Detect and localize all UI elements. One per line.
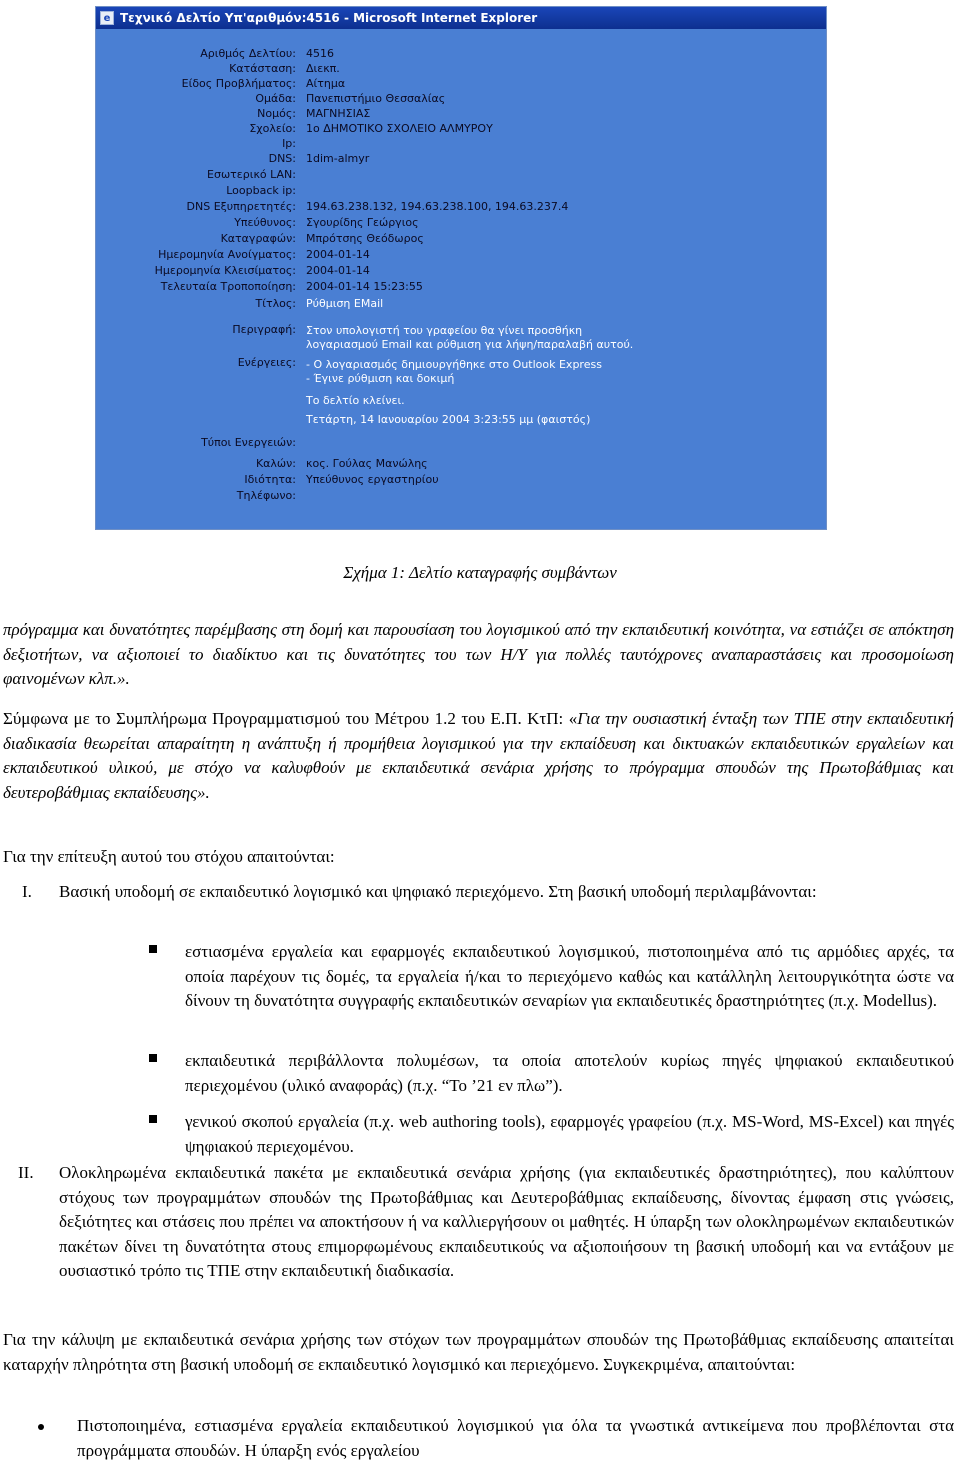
internet-explorer-icon: e [100, 11, 114, 25]
paragraph-2-lead: Σύμφωνα με το Συμπλήρωμα Προγραμματισμού του Μέτρου 1.2 του Ε.Π. ΚτΠ: « [3, 709, 578, 728]
group-label: Ομάδα: [255, 92, 296, 105]
closed-date-label: Ημερομηνία Κλεισίματος: [154, 264, 296, 277]
figure-caption: Σχήμα 1: Δελτίο καταγραφής συμβάντων [343, 563, 617, 582]
closed-timestamp: Τετάρτη, 14 Ιανουαρίου 2004 3:23:55 μμ (φαιστός) [306, 413, 591, 426]
description-line-1: Στον υπολογιστή του γραφείου θα γίνει προσθήκη [306, 324, 583, 337]
recorded-by-label: Καταγραφών: [220, 232, 296, 245]
school-label: Σχολείο: [249, 122, 296, 135]
phone-label: Τηλέφωνο: [236, 489, 296, 502]
paragraph-4: Για την κάλυψη με εκπαιδευτικά σενάρια χρήσης των στόχων των προγραμμάτων σπουδών της Πρωτοβάθμιας εκπαίδευσης απαιτείται καταρχήν πληρότητα στη βασική υποδομή σε εκπαιδευτικό λογισμικό και περιεχόμενο. Συγκεκριμένα, απαιτούνται: [3, 1330, 954, 1374]
list-item-2: Ολοκληρωμένα εκπαιδευτικά πακέτα με εκπαιδευτικά σενάρια χρήσης (για εκπαιδευτικές δραστηριότητες), που καλύπτουν στόχους των προγραμμάτων σπουδών της Πρωτοβάθμιας και Δευτεροβάθμιας εκπαίδευσης, δίνοντας έμφαση στις γνώσεις, δεξιότητες και στάσεις που πρέπει να αποκτήσουν ή να καλλιεργήσουν οι μαθητές. Η ύπαρξη των ολοκληρωμένων εκπαιδευτικών πακέτων δίνει τη δυνατότητα στους επιμορφωμένους εκπαιδευτικούς να αξιοποιήσουν τη βασική υποδομή και να εντάξουν με ουσιαστικό τρόπο τις ΤΠΕ στην εκπαιδευτική διαδικασία. [59, 1163, 954, 1280]
square-bullet-icon [149, 1054, 157, 1062]
responsible-label: Υπεύθυνος: [234, 216, 296, 229]
square-bullet-icon [149, 1115, 157, 1123]
ip-label: Ip: [282, 137, 296, 150]
modified-date-label: Τελευταία Τροποποίηση: [160, 280, 296, 293]
opened-date-value: 2004-01-14 [306, 248, 370, 261]
round-bullet-icon [38, 1424, 44, 1430]
modified-date-value: 2004-01-14 15:23:55 [306, 280, 423, 293]
school-value: 1ο ΔΗΜΟΤΙΚΟ ΣΧΟΛΕΙΟ ΑΛΜΥΡΟΥ [306, 122, 493, 135]
capacity-value: Υπεύθυνος εργαστηρίου [306, 473, 439, 486]
capacity-label: Ιδιότητα: [244, 473, 296, 486]
ie-titlebar [96, 7, 826, 29]
title-value: Ρύθμιση EMail [306, 297, 384, 310]
status-label: Κατάσταση: [229, 62, 296, 75]
title-label: Τίτλος: [255, 297, 296, 310]
loopback-label: Loopback ip: [226, 184, 296, 197]
sub-item-2: εκπαιδευτικά περιβάλλοντα πολυμέσων, τα οποία αποτελούν κυρίως πηγές ψηφιακού εκπαιδευτικού περιεχομένου (υλικό αναφοράς) (π.χ. “Το ’21 εν πλω”). [185, 1051, 954, 1095]
paragraph-3: Για την επίτευξη αυτού του στόχου απαιτούνται: [3, 847, 335, 866]
action-line-1: - Ο λογαριασμός δημιουργήθηκε στο Outlook Express [306, 358, 602, 371]
description-label: Περιγραφή: [232, 323, 296, 336]
internal-lan-label: Εσωτερικό LAN: [207, 168, 296, 181]
list-item-1: Βασική υποδομή σε εκπαιδευτικό λογισμικό και ψηφιακό περιεχόμενο. Στη βασική υποδομή περιλαμβάνονται: [59, 882, 817, 901]
square-bullet-icon [149, 945, 157, 953]
actions-label: Ενέργειες: [237, 356, 296, 369]
list-numeral-2: II. [18, 1163, 34, 1182]
closed-date-value: 2004-01-14 [306, 264, 370, 277]
sub-item-1: εστιασμένα εργαλεία και εφαρμογές εκπαιδευτικού λογισμικού, πιστοποιημένα από τις αρμόδιες αρχές, τα οποία παρέχουν τις δομές, τα εργαλεία ή/και το περιεχόμενο καθώς και κατάλληλη λειτουργικότητα ώστε να δίνουν τη δυνατότητα συγγραφής εκπαιδευτικών σεναρίων για εκπαιδευτικές δραστηριότητες (π.χ. Modellus). [185, 942, 954, 1010]
paragraph-1: πρόγραμμα και δυνατότητες παρέμβασης στη δομή και παρουσίαση του λογισμικού από την εκπαιδευτική κοινότητα, να εστιάζει σε απόκτηση δεξιοτήτων, να αξιοποιεί το διαδίκτυο και τις δυνατότητες του των Η/Υ για πολλές ταυτόχρονες αναπαραστάσεις και προσομοίωση φαινομένων κλπ.». [3, 620, 954, 688]
recorded-by-value: Μπρότσης Θεόδωρος [306, 232, 424, 245]
status-value: Διεκπ. [306, 62, 340, 75]
dns-value: 1dim-almyr [306, 152, 370, 165]
problem-type-label: Είδος Προβλήματος: [181, 77, 296, 90]
sub-item-3: γενικού σκοπού εργαλεία (π.χ. web authoring tools), εφαρμογές γραφείου (π.χ. MS-Word, MS-Excel) και πηγές ψηφιακού περιεχομένου. [185, 1112, 954, 1156]
caller-label: Καλών: [255, 457, 296, 470]
ticket-form [96, 29, 826, 529]
caller-value: κος. Γούλας Μανώλης [306, 457, 428, 470]
prefecture-value: ΜΑΓΝΗΣΙΑΣ [306, 107, 371, 120]
ticket-number: 4516 [306, 47, 334, 60]
window-title: Τεχνικό Δελτίο Υπ'αριθμόν:4516 - Microsoft Internet Explorer [120, 11, 538, 25]
group-value: Πανεπιστήμιο Θεσσαλίας [306, 92, 446, 105]
paragraph-2 [3, 707, 954, 805]
description-line-2: λογαριασμού Email και ρύθμιση για λήψη/παραλαβή αυτού. [306, 338, 634, 351]
closed-notice: Το δελτίο κλείνει. [306, 394, 405, 407]
responsible-value: Σγουρίδης Γεώργιος [306, 216, 419, 229]
list-numeral-1: I. [22, 882, 32, 901]
dns-servers-value: 194.63.238.132, 194.63.238.100, 194.63.237.4 [306, 200, 569, 213]
opened-date-label: Ημερομηνία Ανοίγματος: [158, 248, 296, 261]
problem-type-value: Αίτημα [306, 77, 346, 90]
ticket-number-label: Αριθμός Δελτίου: [200, 47, 296, 60]
dns-servers-label: DNS Εξυπηρετητές: [186, 200, 296, 213]
paragraph-2-quote: Για την ουσιαστική ένταξη των ΤΠΕ στην εκπαιδευτική διαδικασία θεωρείται απαραίτητη η ανάπτυξη ή προμήθεια λογισμικού για την εκπαίδευση και δικτυακών εκπαιδευτικών εργαλείων και εκπαιδευτικού υλικού, με στόχο να καλυφθούν με εκπαιδευτικά σενάρια χρήσης το πρόγραμμα σπουδών της Πρωτοβάθμιας και δευτεροβάθμιας εκπαίδευσης». [3, 709, 954, 802]
prefecture-label: Νομός: [257, 107, 296, 120]
ie-window [95, 6, 827, 530]
bullet-item-1: Πιστοποιημένα, εστιασμένα εργαλεία εκπαιδευτικού λογισμικού για όλα τα γνωστικά αντικείμενα που προβλέπονται στα προγράμματα σπουδών. Η ύπαρξη ενός εργαλείου [77, 1416, 954, 1460]
action-line-2: - Έγινε ρύθμιση και δοκιμή [306, 372, 455, 385]
dns-label: DNS: [268, 152, 296, 165]
action-types-label: Τύποι Ενεργειών: [201, 436, 296, 449]
